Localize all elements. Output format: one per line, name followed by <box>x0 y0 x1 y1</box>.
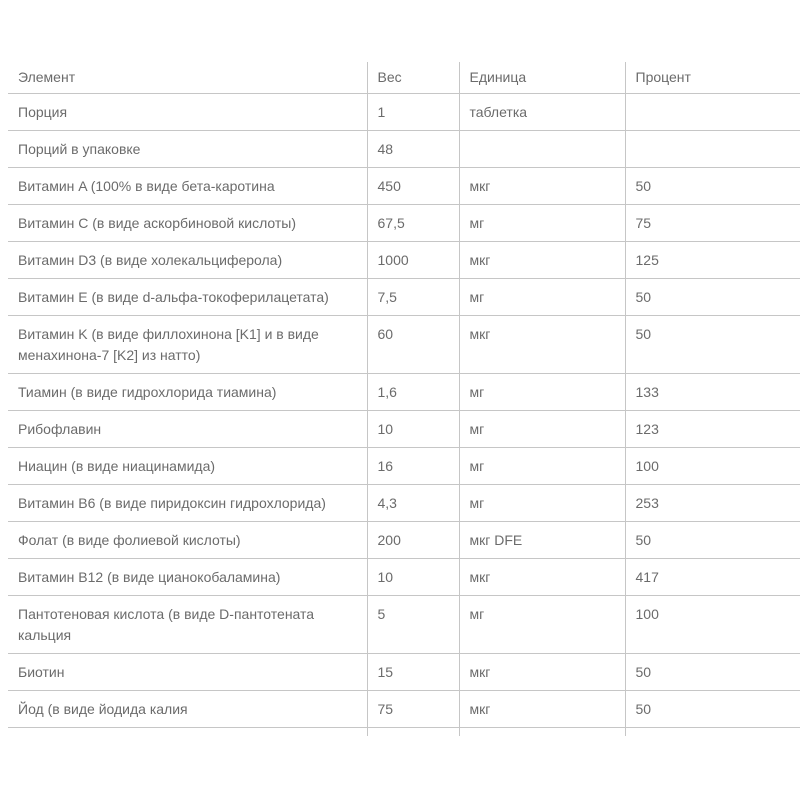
cell-element: Ниацин (в виде ниацинамида) <box>8 448 367 485</box>
table-row <box>8 279 800 316</box>
cell-percent: 253 <box>625 485 800 522</box>
cell-element: Порция <box>8 94 367 131</box>
cell-element: Витамин E (в виде d-альфа-токоферилацетата) <box>8 279 367 316</box>
cell-percent: 100 <box>625 448 800 485</box>
cell-element: Тиамин (в виде гидрохлорида тиамина) <box>8 374 367 411</box>
cell-percent: 100 <box>625 596 800 654</box>
cell-weight: 15 <box>367 654 459 691</box>
table-row <box>8 94 800 131</box>
cell-percent <box>625 131 800 168</box>
cell-element: Фолат (в виде фолиевой кислоты) <box>8 522 367 559</box>
column-header-percent: Процент <box>625 62 800 94</box>
cell-percent: 50 <box>625 691 800 728</box>
cell-unit: мг <box>459 205 625 242</box>
table-row <box>8 654 800 691</box>
table-row <box>8 691 800 728</box>
cell-unit: мкг <box>459 559 625 596</box>
cell-weight: 48 <box>367 131 459 168</box>
table-row <box>8 242 800 279</box>
table-row <box>8 131 800 168</box>
cell-weight: 1000 <box>367 242 459 279</box>
cell-element: Йод (в виде йодида калия <box>8 691 367 728</box>
cell-unit: мг <box>459 485 625 522</box>
cell-unit: мг <box>459 596 625 654</box>
cell-element: Витамин B6 (в виде пиридоксин гидрохлорида) <box>8 485 367 522</box>
cell-weight: 7,5 <box>367 279 459 316</box>
cell-percent: 50 <box>625 168 800 205</box>
table-row <box>8 205 800 242</box>
cell-weight: 60 <box>367 316 459 374</box>
column-header-unit: Единица <box>459 62 625 94</box>
cell-weight: 450 <box>367 168 459 205</box>
cell-unit: таблетка <box>459 94 625 131</box>
cell-element: Биотин <box>8 654 367 691</box>
cell-unit: мг <box>459 448 625 485</box>
table-row <box>8 411 800 448</box>
cut-off-cell <box>625 728 800 736</box>
cell-percent: 50 <box>625 654 800 691</box>
cut-off-row <box>8 728 800 736</box>
cell-weight: 200 <box>367 522 459 559</box>
cell-element: Витамин A (100% в виде бета-каротина <box>8 168 367 205</box>
cell-unit: мкг <box>459 242 625 279</box>
cell-percent: 50 <box>625 279 800 316</box>
cell-weight: 4,3 <box>367 485 459 522</box>
cell-percent: 133 <box>625 374 800 411</box>
cell-unit: мг <box>459 411 625 448</box>
table-row <box>8 374 800 411</box>
column-header-element: Элемент <box>8 62 367 94</box>
table-row <box>8 485 800 522</box>
cell-unit: мкг <box>459 316 625 374</box>
table-row <box>8 559 800 596</box>
table-row <box>8 316 800 374</box>
cell-percent: 75 <box>625 205 800 242</box>
cell-unit: мг <box>459 374 625 411</box>
cut-off-cell <box>459 728 625 736</box>
cell-weight: 5 <box>367 596 459 654</box>
cell-percent: 50 <box>625 522 800 559</box>
cell-weight: 10 <box>367 411 459 448</box>
table-row <box>8 522 800 559</box>
cell-weight: 67,5 <box>367 205 459 242</box>
cell-weight: 10 <box>367 559 459 596</box>
cell-percent <box>625 94 800 131</box>
cell-element: Рибофлавин <box>8 411 367 448</box>
cell-element: Порций в упаковке <box>8 131 367 168</box>
column-header-weight: Вес <box>367 62 459 94</box>
cell-weight: 75 <box>367 691 459 728</box>
cell-element: Витамин D3 (в виде холекальциферола) <box>8 242 367 279</box>
cell-percent: 125 <box>625 242 800 279</box>
cut-off-cell <box>367 728 459 736</box>
cell-percent: 50 <box>625 316 800 374</box>
cell-weight: 1 <box>367 94 459 131</box>
cell-percent: 123 <box>625 411 800 448</box>
cell-unit: мкг <box>459 691 625 728</box>
cell-unit <box>459 131 625 168</box>
cell-unit: мкг DFE <box>459 522 625 559</box>
cell-element: Витамин C (в виде аскорбиновой кислоты) <box>8 205 367 242</box>
supplement-facts-table <box>8 62 800 736</box>
cell-unit: мг <box>459 279 625 316</box>
table-row <box>8 596 800 654</box>
cut-off-cell <box>8 728 367 736</box>
table-header-row <box>8 62 800 94</box>
cell-percent: 417 <box>625 559 800 596</box>
cell-weight: 1,6 <box>367 374 459 411</box>
cell-element: Витамин B12 (в виде цианокобаламина) <box>8 559 367 596</box>
table-row <box>8 168 800 205</box>
cell-element: Витамин K (в виде филлохинона [K1] и в виде менахинона-7 [K2] из натто) <box>8 316 367 374</box>
table-row <box>8 448 800 485</box>
cell-weight: 16 <box>367 448 459 485</box>
cell-unit: мкг <box>459 168 625 205</box>
cell-unit: мкг <box>459 654 625 691</box>
cell-element: Пантотеновая кислота (в виде D-пантотената кальция <box>8 596 367 654</box>
